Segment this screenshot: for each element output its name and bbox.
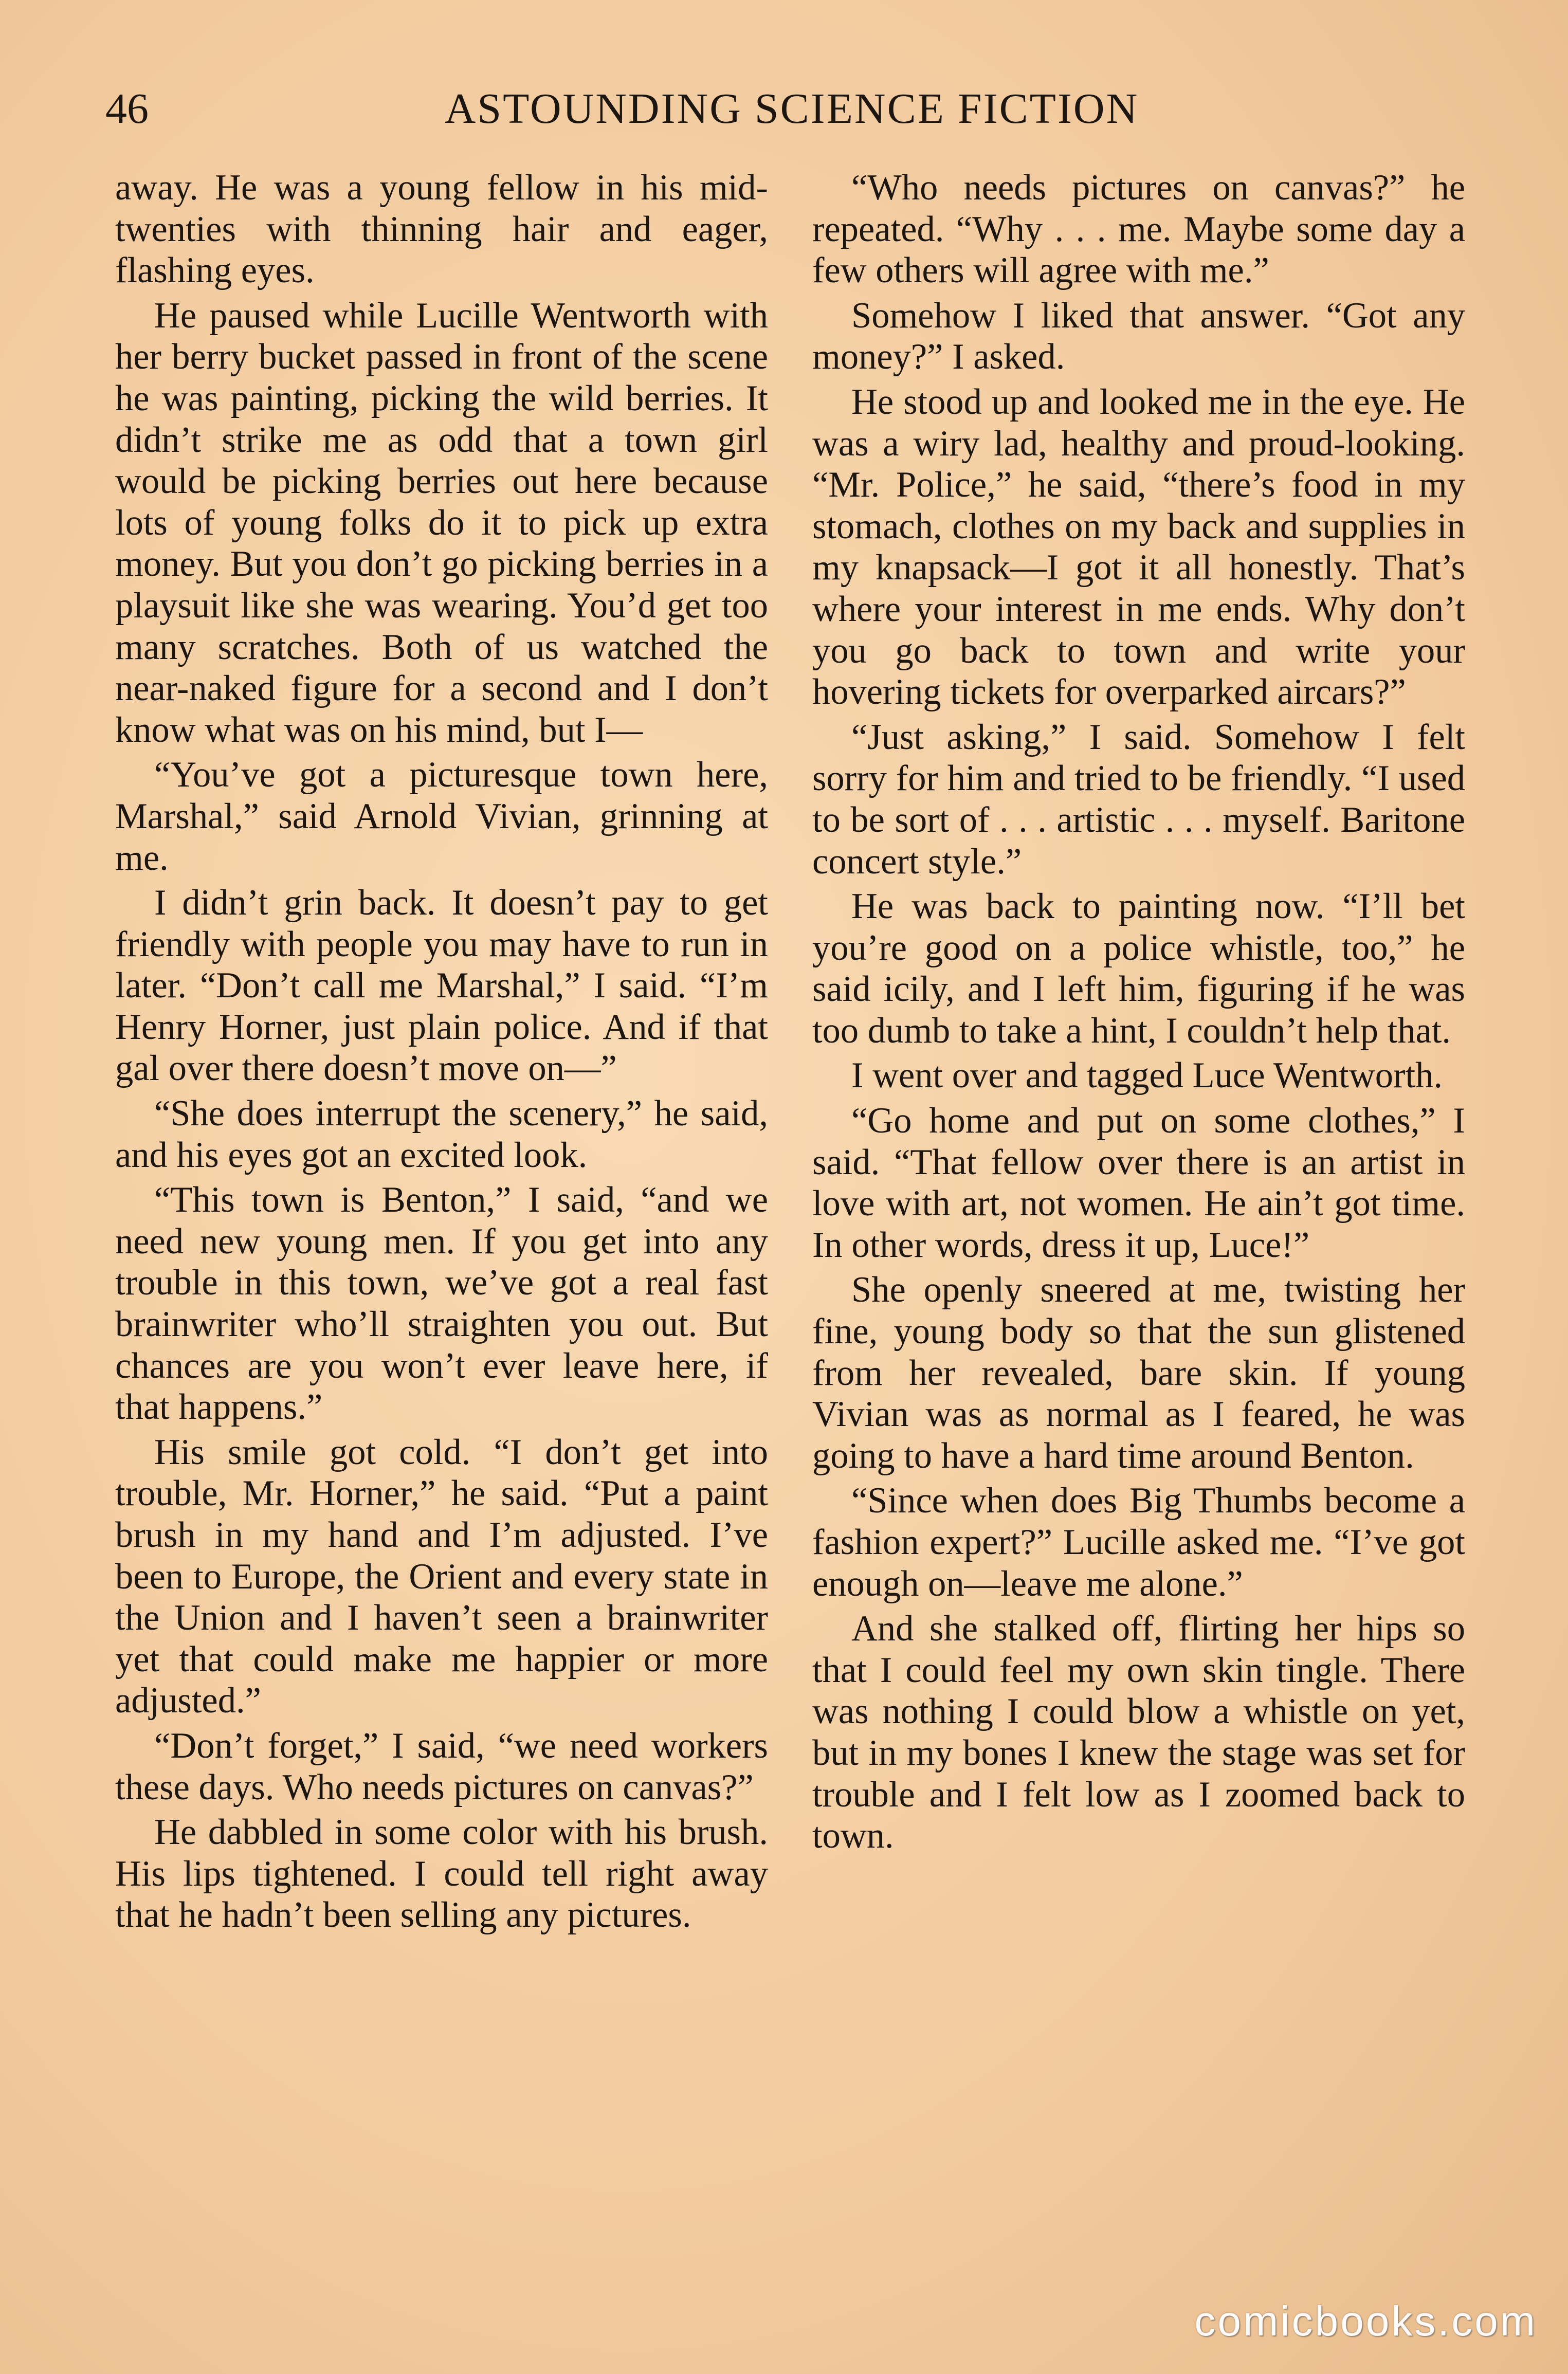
paragraph: He stood up and looked me in the eye. He was a wiry lad, healthy and proud-looking. “Mr. Police,” he said, “there’s food in my stomach, clothes on my back and supplies in my knapsack—I got it all honestly. That’s where your interest in me ends. Why don’t you go back to town and write your hovering tickets for overparked aircars?” xyxy=(812,381,1465,713)
page-number: 46 xyxy=(105,85,149,133)
paragraph: He was back to painting now. “I’ll bet you’re good on a police whistle, too,” he said icily, and I left him, figuring if he was too dumb to take a hint, I couldn’t help that. xyxy=(812,886,1465,1051)
paragraph: “Don’t forget,” I said, “we need workers these days. Who needs pictures on canvas?” xyxy=(115,1725,768,1807)
paragraph: Somehow I liked that answer. “Got any money?” I asked. xyxy=(812,295,1465,377)
paragraph: She openly sneered at me, twisting her fine, young body so that the sun glistened from her revealed, bare skin. If young Vivian was as normal as I feared, he was going to have a hard time around Benton. xyxy=(812,1270,1465,1476)
right-column xyxy=(812,167,1465,1860)
paragraph: “Go home and put on some clothes,” I said. “That fellow over there is an artist in love with art, not women. He ain’t got time. In other words, dress it up, Luce!” xyxy=(812,1101,1465,1265)
running-head: ASTOUNDING SCIENCE FICTION xyxy=(444,85,1139,133)
paragraph: He dabbled in some color with his brush. His lips tightened. I could tell right away that he hadn’t been selling any pictures. xyxy=(115,1812,768,1935)
paragraph: And she stalked off, flirting her hips so that I could feel my own skin tingle. There was nothing I could blow a whistle on yet, but in my bones I knew the stage was set for trouble and I felt low as I zoomed back to town. xyxy=(812,1609,1465,1856)
paragraph: away. He was a young fellow in his mid-twenties with thinning hair and eager, flashing eyes. xyxy=(115,168,768,291)
paragraph: He paused while Lucille Wentworth with her berry bucket passed in front of the scene he was painting, picking the wild berries. It didn’t strike me as odd that a town girl would be picking berries out here because lots of young folks do it to pick up extra money. But you don’t go picking berries in a playsuit like she was wearing. You’d get too many scratches. Both of us watched the near-naked figure for a second and I don’t know what was on his mind, but I— xyxy=(115,295,768,750)
paragraph: “Just asking,” I said. Somehow I felt sorry for him and tried to be friendly. “I used to be sort of . . . artistic . . . myself. Baritone concert style.” xyxy=(812,717,1465,882)
left-column xyxy=(115,167,768,1940)
paragraph: “You’ve got a picturesque town here, Marshal,” said Arnold Vivian, grinning at me. xyxy=(115,755,768,878)
watermark: comicbooks.com xyxy=(1194,2298,1537,2345)
paragraph: “Since when does Big Thumbs become a fashion expert?” Lucille asked me. “I’ve got enough on—leave me alone.” xyxy=(812,1481,1465,1604)
paragraph: I didn’t grin back. It doesn’t pay to get friendly with people you may have to run in later. “Don’t call me Marshal,” I said. “I’m Henry Horner, just plain police. And if that gal over there doesn’t move on—” xyxy=(115,883,768,1089)
paragraph: I went over and tagged Luce Wentworth. xyxy=(851,1055,1443,1096)
paragraph: “Who needs pictures on canvas?” he repeated. “Why . . . me. Maybe some day a few others will agree with me.” xyxy=(812,168,1465,291)
paragraph: His smile got cold. “I don’t get into trouble, Mr. Horner,” he said. “Put a paint brush in my hand and I’m adjusted. I’ve been to Europe, the Orient and every state in the Union and I haven’t seen a brainwriter yet that could make me happier or more adjusted.” xyxy=(115,1432,768,1721)
paragraph: “This town is Benton,” I said, “and we need new young men. If you get into any trouble in this town, we’ve got a real fast brainwriter who’ll straighten you out. But chances are you won’t ever leave here, if that happens.” xyxy=(115,1180,768,1428)
paragraph: “She does interrupt the scenery,” he said, and his eyes got an excited look. xyxy=(115,1093,768,1175)
